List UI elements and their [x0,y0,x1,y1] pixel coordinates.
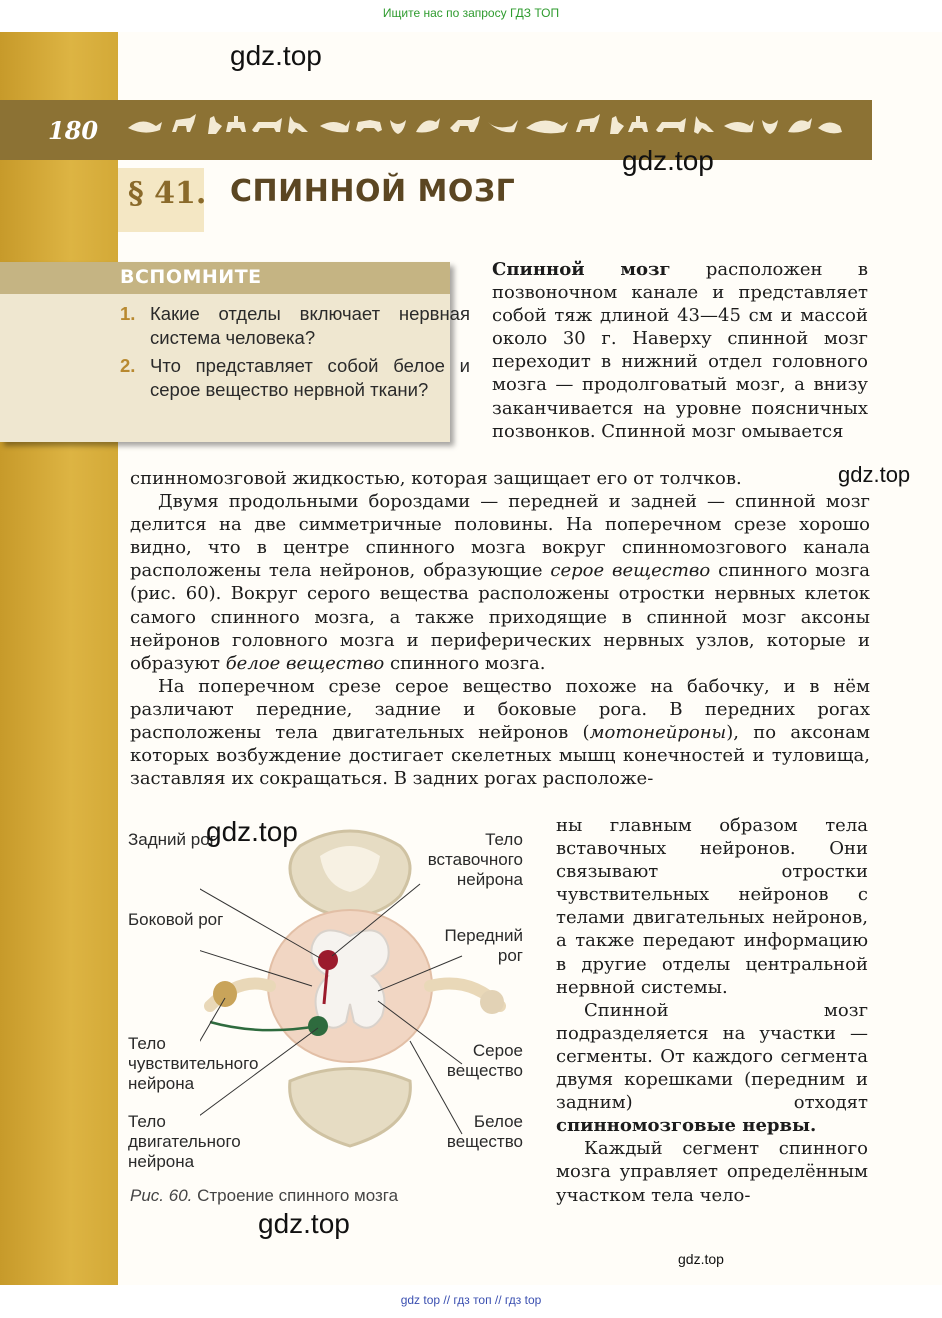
label-sensory-neuron: Тело чувствительного нейрона [128,1034,259,1093]
question-number: 2. [120,355,136,376]
paragraph-text: спинномозговой жидкостью, которая защищает его от толчков. [130,468,742,489]
top-banner[interactable]: Ищите нас по запросу ГДЗ ТОП [382,6,560,20]
question-text: Какие отделы включает нервная система человека? [150,303,470,348]
question-1 [120,302,470,349]
paragraph-1 [492,258,868,443]
paragraph-main [130,467,870,790]
paragraph-text: На поперечном срезе серое вещество похоже на бабочку, и в нём различают передние, задние и боковые рога. В передних рогах расположены тела двигательных нейронов ( [130,675,870,744]
term-white-matter: белое вещество [225,652,385,674]
paragraph-text: Каждый сегмент спинного мозга управляет определённым участком тела чело- [556,1138,868,1206]
question-2 [120,354,470,401]
paragraph-text: спинного мозга. [384,652,546,674]
label-ventral-horn: Передний рог [444,926,523,965]
label-white-matter: Белое вещество [446,1112,523,1151]
animal-silhouettes-icon [124,108,844,142]
bottom-banner[interactable]: gdz top // гдз топ // гдз top [400,1293,542,1307]
right-ganglion [480,990,504,1014]
figure-caption [130,1186,398,1206]
term-spinal-nerves: спинномозговые нервы. [556,1115,817,1137]
label-interneuron: Тело вставочного нейрона [427,830,523,889]
vertebral-body [290,1069,411,1147]
label-motor-neuron: Тело двигательного нейрона [128,1112,241,1171]
label-dorsal-horn: Задний рог [128,830,216,849]
paragraph-right-column [556,814,868,1207]
section-title: СПИННОЙ МОЗГ [230,174,516,209]
caption-prefix: Рис. 60. [130,1186,193,1205]
watermark: gdz.top [230,40,322,71]
sensory-ganglion [213,981,237,1007]
watermark: gdz.top [206,816,298,847]
label-lateral-horn: Боковой рог [128,910,224,929]
remember-title: ВСПОМНИТЕ [120,266,262,288]
paragraph-text: спинного мозга (рис. 60). Вокруг серого вещества расположены отростки нервных клеток самого спинного мозга, а также приходящие в спинной мозг аксоны нейронов головного мозга и периферических нервных узлов, которые и образуют [130,560,870,674]
watermark: gdz.top [258,1208,350,1239]
paragraph-text: ны главным образом тела вставочных нейронов. Они связывают отростки чувствительных нейронов с телами двигательных нейронов, а также передают информацию в другие отделы центральной нервной системы. [556,815,868,998]
question-number: 1. [120,303,136,324]
paragraph-text: Спинной мозг подразделяется на участки — сегменты. От каждого сегмента двумя корешками (передним и задним) отходят [556,999,868,1114]
paragraph-text: расположен в позвоночном канале и представляет собой тяж длиной 43—45 см и массой около 30 г. Наверху спинной мозг переходит в нижний отдел головного мозга — продолговатый мозг, а внизу заканчивается на уровне поясничных позвонков. Спинной мозг омывается [492,259,868,442]
caption-text: Строение спинного мозга [192,1186,399,1205]
term-spinal-cord: Спинной мозг [492,259,671,280]
section-number: § 41. [128,176,207,211]
page-number: 180 [48,116,99,145]
watermark: gdz.top [678,1251,724,1267]
side-bar [0,32,118,1285]
paragraph-text: ), по аксонам которых возбуждение достигает скелетных мышц конечностей и туловища, заставляя их сокращаться. В задних рогах расположе- [130,722,870,790]
label-grey-matter: Серое вещество [446,1041,523,1080]
question-text: Что представляет собой белое и серое вещество нервной ткани? [150,355,470,400]
paragraph-text: Двумя продольными бороздами — передней и задней — спинной мозг делится на две симметричные половины. На поперечном срезе хорошо видно, что в центре спинного мозга вокруг спинномозгового канала расположены тела нейронов, образующие [130,491,870,582]
watermark: gdz.top [838,462,911,487]
term-grey-matter: серое вещество [550,560,711,582]
watermark: gdz.top [622,145,714,176]
term-motoneurons: мотонейроны [589,722,727,744]
